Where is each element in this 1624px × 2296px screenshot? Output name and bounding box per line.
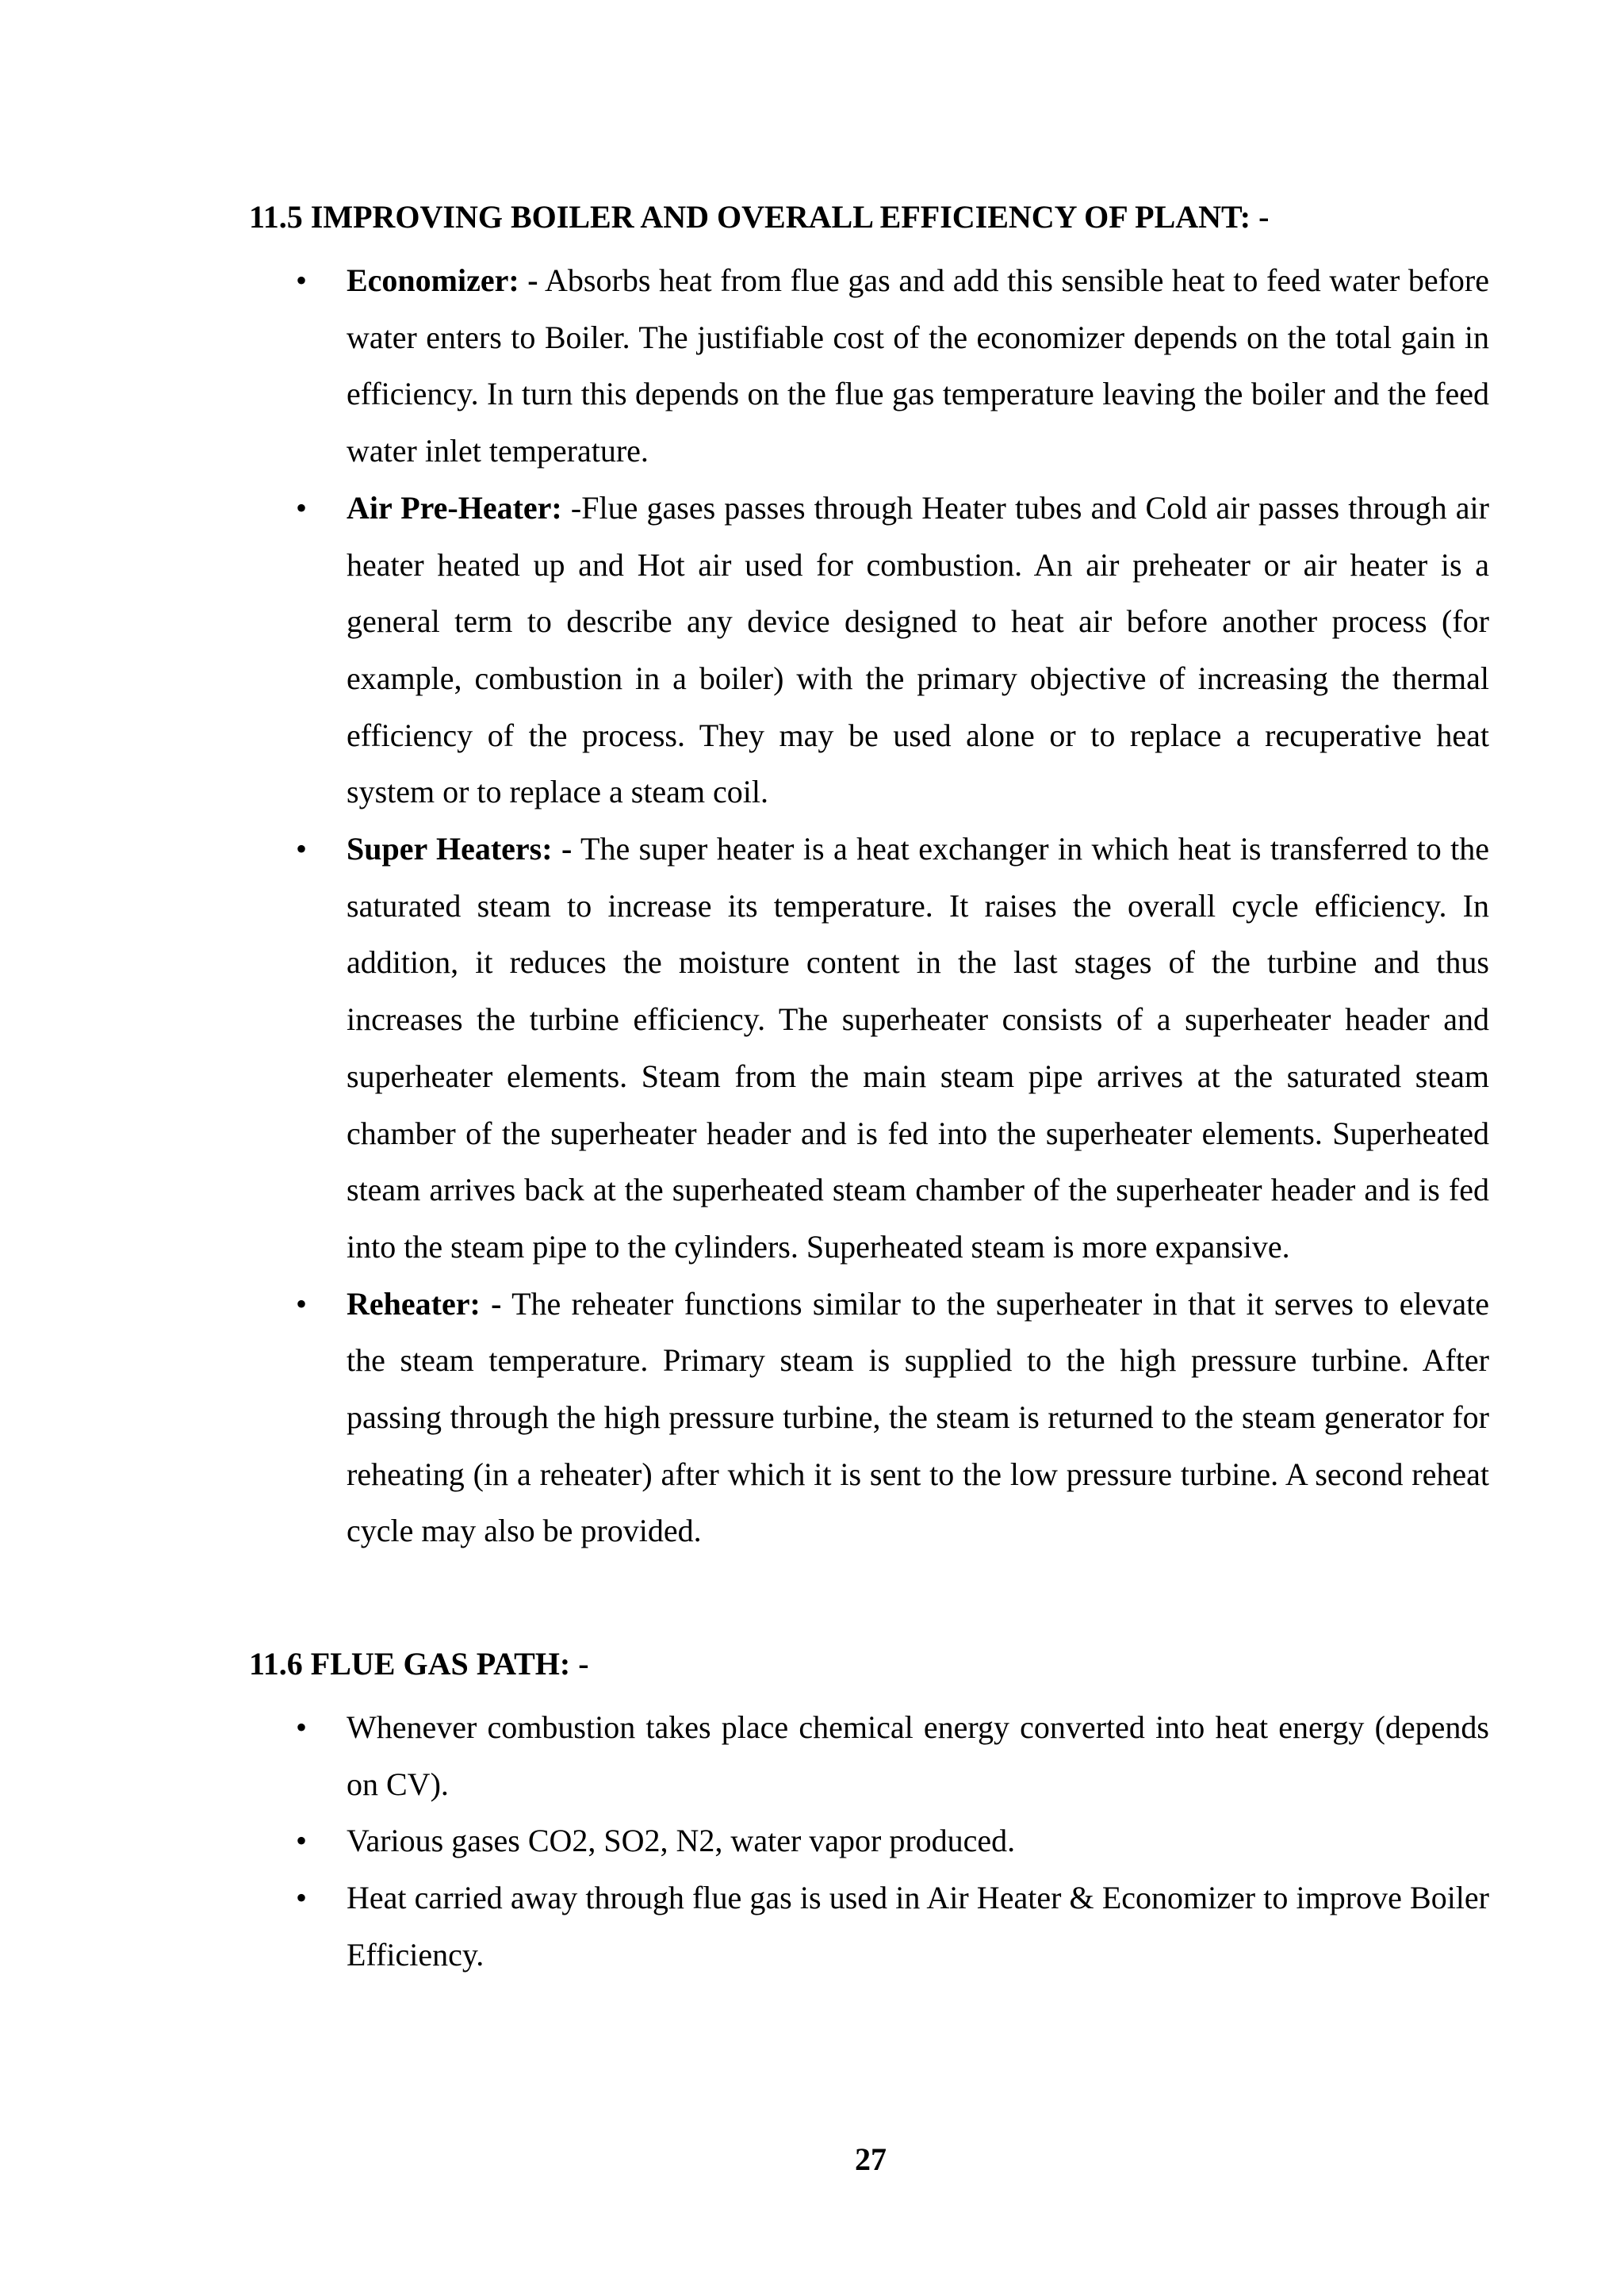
bullet-icon: • (296, 831, 308, 867)
bullet-text: Heat carried away through flue gas is used in Air Heater & Economizer to improve Boiler Efficiency. (347, 1880, 1489, 1973)
bullet-icon: • (296, 262, 308, 298)
bullet-text: Whenever combustion takes place chemical energy converted into heat energy (depends on CV). (347, 1709, 1489, 1802)
bullet-term: Super Heaters: - (347, 831, 573, 867)
bullet-text: Various gases CO2, SO2, N2, water vapor produced. (347, 1823, 1016, 1859)
bullet-icon: • (296, 1823, 308, 1859)
bullet-term: Economizer: - (347, 262, 538, 298)
bullet-term: Reheater: - (347, 1285, 502, 1322)
bullet-icon: • (296, 1285, 308, 1322)
list-item-air-pre-heater (249, 480, 1489, 821)
section-heading-flue-gas-path: 11.6 FLUE GAS PATH: - (249, 1646, 589, 1682)
list-item-gases (249, 1812, 1489, 1869)
list-item-super-heaters (249, 821, 1489, 1276)
page-number: 27 (855, 2141, 887, 2177)
bullet-icon: • (296, 489, 308, 526)
bullet-text: Absorbs heat from flue gas and add this sensible heat to feed water before water enters to Boiler. The justifiable cost of the economizer depends on the total gain in efficiency. In turn this depends on the flue gas temperature leaving the boiler and the feed water inlet temperature. (347, 262, 1489, 469)
flue-gas-bullet-list (249, 1699, 1489, 1984)
list-item-economizer (249, 252, 1489, 480)
list-item-combustion (249, 1699, 1489, 1812)
bullet-term: Air Pre-Heater: (347, 489, 562, 526)
bullet-icon: • (296, 1709, 308, 1745)
bullet-text: The reheater functions similar to the superheater in that it serves to elevate the steam temperature. Primary steam is supplied to the high pressure turbine. After passing through the high pressure turbine, the steam is returned to the steam generator for reheating (in a reheater) after which it is sent to the low pressure turbine. A second reheat cycle may also be provided. (347, 1285, 1489, 1549)
section-heading-improving-efficiency: 11.5 IMPROVING BOILER AND OVERALL EFFICIENCY OF PLANT: - (249, 199, 1270, 235)
bullet-text: The super heater is a heat exchanger in which heat is transferred to the saturated steam to increase its temperature. It raises the overall cycle efficiency. In addition, it reduces the moisture content in the last stages of the turbine and thus increases the turbine efficiency. The superheater consists of a superheater header and superheater elements. Steam from the main steam pipe arrives at the saturated steam chamber of the superheater header and is fed into the superheater elements. Superheated steam arrives back at the superheated steam chamber of the superheater header and is fed into the steam pipe to the cylinders. Superheated steam is more expansive. (347, 831, 1489, 1265)
list-item-heat-recovery (249, 1869, 1489, 1983)
bullet-icon: • (296, 1880, 308, 1916)
bullet-text: -Flue gases passes through Heater tubes and Cold air passes through air heater heated up and Hot air used for combustion. An air preheater or air heater is a general term to describe any device designed to heat air before another process (for example, combustion in a boiler) with the primary objective of increasing the thermal efficiency of the process. They may be used alone or to replace a recuperative heat system or to replace a steam coil. (347, 489, 1489, 810)
efficiency-bullet-list (249, 252, 1489, 1559)
list-item-reheater (249, 1276, 1489, 1560)
